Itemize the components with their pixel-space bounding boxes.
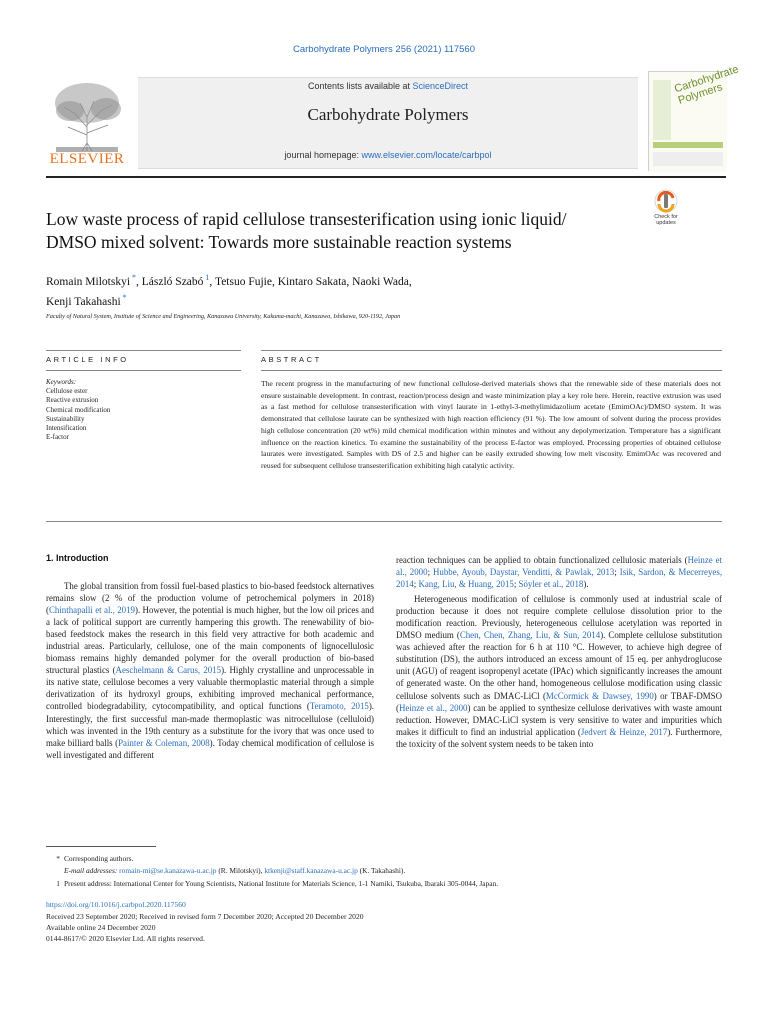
author-mark[interactable]: *: [130, 273, 137, 282]
cover-title: Carbohydrate Polymers: [673, 63, 741, 107]
paragraph-text: ). Furthermore, the toxicity of the solvent system needs to be taken into: [396, 726, 722, 749]
keyword-item: E-factor: [46, 433, 69, 442]
author-name[interactable]: Romain Milotskyi: [46, 275, 131, 288]
body-column-right: [396, 554, 722, 750]
footnote-emails: [46, 865, 726, 876]
journal-cover-thumbnail[interactable]: [648, 63, 741, 171]
paragraph-text: ;: [413, 579, 419, 590]
article-title: [46, 208, 636, 254]
body-column-left: [46, 580, 374, 761]
doi-link[interactable]: [46, 899, 726, 910]
citation-link[interactable]: Painter & Coleman, 2008: [118, 737, 210, 748]
author-name[interactable]: Kintaro Sakata: [277, 275, 347, 288]
intro-paragraph-1-cont: [396, 554, 722, 590]
check-for-updates-badge[interactable]: [646, 188, 686, 232]
publisher-name: ELSEVIER: [49, 151, 125, 167]
introduction-heading: 1. Introduction: [46, 553, 109, 563]
check-updates-icon: [646, 188, 686, 214]
journal-masthead: [46, 63, 741, 171]
sciencedirect-link[interactable]: ScienceDirect: [412, 81, 469, 91]
author-name[interactable]: Tetsuo Fujie: [214, 275, 272, 288]
available-online: Available online 24 December 2020: [46, 923, 156, 932]
paragraph-text: ) or TBAF-DMSO (: [396, 690, 722, 713]
article-info-heading: ARTICLE INFO: [46, 355, 129, 364]
citation-link[interactable]: Söyler et al., 2018: [518, 579, 584, 590]
paragraph-text: Heterogeneous modification of cellulose is commonly used at industrial scale of production because it does not require complete cellulose dissolution prior to the modification reaction. Previously, heterogeneous cellulose acetylation was reported in DMSO medium (: [396, 594, 722, 641]
citation-link[interactable]: Chen, Chen, Zhang, Liu, & Sun, 2014: [459, 630, 601, 641]
keywords-label: Keywords:: [46, 378, 77, 386]
paragraph-text: The global transition from fossil fuel-based plastics to bio-based feedstock alternatives remains slow (2 % of the production volume of petrochemical polymers in 2018) (: [46, 581, 374, 616]
keyword-item: Chemical modification: [46, 405, 111, 414]
keyword-item: Intensification: [46, 424, 87, 433]
citation-link[interactable]: Aeschelmann & Carus, 2015: [115, 665, 222, 676]
footnote-present-address: [46, 878, 726, 889]
author-name[interactable]: Kenji Takahashi: [46, 295, 121, 308]
author-separator: ,: [271, 275, 278, 288]
paragraph-text: ). Today chemical modification of cellulose is well investigated and different: [46, 737, 374, 760]
paragraph-text: ).: [583, 579, 589, 590]
email1-who: (R. Milotskyi),: [216, 866, 265, 875]
citation-link[interactable]: Hubbe, Ayoub, Daystar, Venditti, & Pawlak, 2013: [433, 567, 615, 578]
citation-link[interactable]: Isik, Sardon, & Mecerreyes, 2014: [396, 567, 723, 590]
paragraph-text: ;: [614, 567, 620, 578]
keyword-item: Sustainability: [46, 414, 85, 423]
abstract-heading-rule: [261, 370, 722, 371]
journal-title: Carbohydrate Polymers: [307, 105, 469, 124]
intro-paragraph-1: [46, 580, 374, 761]
citation-link[interactable]: Chinthapalli et al., 2019: [48, 605, 135, 616]
abstract-top-rule: [261, 350, 722, 351]
author-separator: ,: [209, 275, 215, 288]
paragraph-text: ). Highly crystalline and unprocessable in its native state, cellulose becomes a very valuable thermoplastic material through a simple derivatization of its hydroxyl groups, exhibiting improved mechanical performance, controlled biodegradability, cytocompatibility, and optical functions (: [46, 665, 374, 712]
title-line-1: Low waste process of rapid cellulose transesterification using ionic liquid/: [46, 209, 567, 229]
keywords-block: [46, 378, 241, 442]
author-name[interactable]: Naoki Wada: [352, 275, 409, 288]
author-separator: ,: [136, 275, 142, 288]
paragraph-text: ). However, the potential is much higher, but the low oil prices and a lack of political support are currently hampering this growth. The renewability of bio-based feedstock makes the research in this field very attractive for both academic and industrial areas. Particularly, cellulose, one of the main components of lignocellulosic biomass remains highly demanded polymer for the overall production of bio-based structural plastics (: [46, 605, 374, 676]
author-separator: ,: [408, 275, 412, 288]
paragraph-text: ). Complete cellulose substitution was achieved after the reaction for 6 h at 110 °C. However, to achieve high degree of substitution (DS), the authors introduced an excess amount of 15 eq. per anhydroglucose unit (AGU) of reagent isopropenyl acetate (IPAc) which significantly increases the amount of generated waste. On the other hand, homogeneous cellulose modification using classic cellulose solvents such as DMAC-LiCl (: [396, 630, 723, 701]
email2-who: (K. Takahashi).: [357, 866, 406, 875]
footnote-rule: [46, 846, 156, 847]
email-milotskyi-link[interactable]: romain-mi@se.kanazawa-u.ac.jp: [119, 866, 217, 875]
citation-link[interactable]: Jedvert & Heinze, 2017: [580, 726, 668, 737]
email-takahashi-link[interactable]: ktkenji@staff.kanazawa-u.ac.jp: [264, 866, 358, 875]
author-affiliation: Faculty of Natural System, Institute of Science and Engineering, Kanazawa University, Kakuma-machi, Kanazawa, Ishikawa, 920-1192, Japan: [46, 313, 401, 320]
masthead-divider: [46, 176, 726, 178]
citation-link[interactable]: Teramoto, 2015: [309, 701, 369, 712]
corr-label: Corresponding authors.: [64, 854, 134, 863]
title-line-2: DMSO mixed solvent: Towards more sustainable reaction systems: [46, 232, 512, 252]
author-name[interactable]: László Szabó: [141, 275, 204, 288]
citation-link[interactable]: McCormick & Dawsey, 1990: [545, 690, 654, 701]
corr-mark: *: [56, 854, 60, 863]
info-top-rule: [46, 350, 241, 351]
received-dates: Received 23 September 2020; Received in revised form 7 December 2020; Accepted 20 December 2020: [46, 912, 364, 921]
author-separator: ,: [346, 275, 353, 288]
check-updates-label: Check for updates: [654, 214, 678, 226]
journal-banner: [138, 77, 638, 169]
contents-line: [138, 81, 638, 91]
citation-link[interactable]: Heinze et al., 2000: [396, 555, 722, 578]
footnote-corresponding: [46, 853, 726, 864]
abstract-bottom-rule: [46, 521, 722, 522]
paragraph-text: ;: [513, 579, 519, 590]
keyword-item: Reactive extrusion: [46, 396, 99, 405]
journal-homepage-link[interactable]: www.elsevier.com/locate/carbpol: [361, 150, 492, 160]
journal-citation[interactable]: Carbohydrate Polymers 256 (2021) 117560: [292, 44, 476, 55]
paragraph-text: ). Interestingly, the first successful man-made thermoplastic was nitrocellulose (celluloid) which was invented in the 19th century as a substitute for the ivory that was once used to make billiard balls (: [46, 701, 375, 748]
homepage-line: [138, 150, 638, 160]
citation-link[interactable]: Heinze et al., 2000: [398, 702, 468, 713]
paragraph-text: ) can be applied to synthesize cellulose derivatives with waste amount reduction. However, DMAC-LiCl system is very sensitive to water and impurities which makes it difficult to find an industrial application (: [396, 702, 722, 737]
present-address: Present address: International Center for Young Scientists, National Institute for Materials Science, 1-1 Namiki, Tsukuba, Ibaraki 305-0044, Japan.: [64, 879, 499, 888]
present-mark: 1: [56, 879, 60, 888]
paragraph-text: ;: [427, 567, 433, 578]
email-label: E-mail addresses:: [64, 866, 118, 875]
keyword-item: Cellulose ester: [46, 387, 88, 396]
homepage-prefix: journal homepage:: [284, 150, 362, 160]
paragraph-text: reaction techniques can be applied to obtain functionalized cellulosic materials (: [396, 555, 688, 565]
citation-link[interactable]: Kang, Liu, & Huang, 2015: [418, 579, 514, 590]
author-list: [46, 270, 726, 310]
info-heading-rule: [46, 370, 241, 371]
copyright-line: 0144-8617/© 2020 Elsevier Ltd. All rights reserved.: [46, 934, 205, 943]
intro-paragraph-2: [396, 593, 722, 750]
abstract-heading: ABSTRACT: [261, 355, 322, 364]
contents-prefix: Contents lists available at: [307, 81, 413, 91]
abstract-text: The recent progress in the manufacturing of new functional cellulose-derived materials shows that the renewable side of these materials does not ensure sustainable development. In contrast, reaction/process design and waste minimization play a key role here. Herein, reactive extrusion was used as a fast method for cellulose transesterification with vinyl laurate in 1-ethyl-3-methylimidazolium acetate (EmimOAc)/DMSO system. It was demonstrated that cellulose laurate can be synthesized with high reaction efficiency (91 %). The low amount of solvent during the process provides high cellulose concentration (20 wt%) mild chemical modification within minutes and without any depolymerization. Temperature has a significant influence on the reaction kinetics. To examine the sustainability of the process E-factor was employed. Processing properties of obtained cellulose laurates were investigated. Samples with DS of 2.5 and higher can be easily extruded showing low melt viscosity. EmimOAc was recovered and reused for subsequent cellulose transesterification exhibiting high catalytic activity.: [261, 379, 721, 470]
author-mark[interactable]: 1: [203, 273, 210, 282]
doi-text[interactable]: https://doi.org/10.1016/j.carbpol.2020.117560: [46, 900, 186, 909]
author-mark[interactable]: *: [120, 292, 127, 302]
